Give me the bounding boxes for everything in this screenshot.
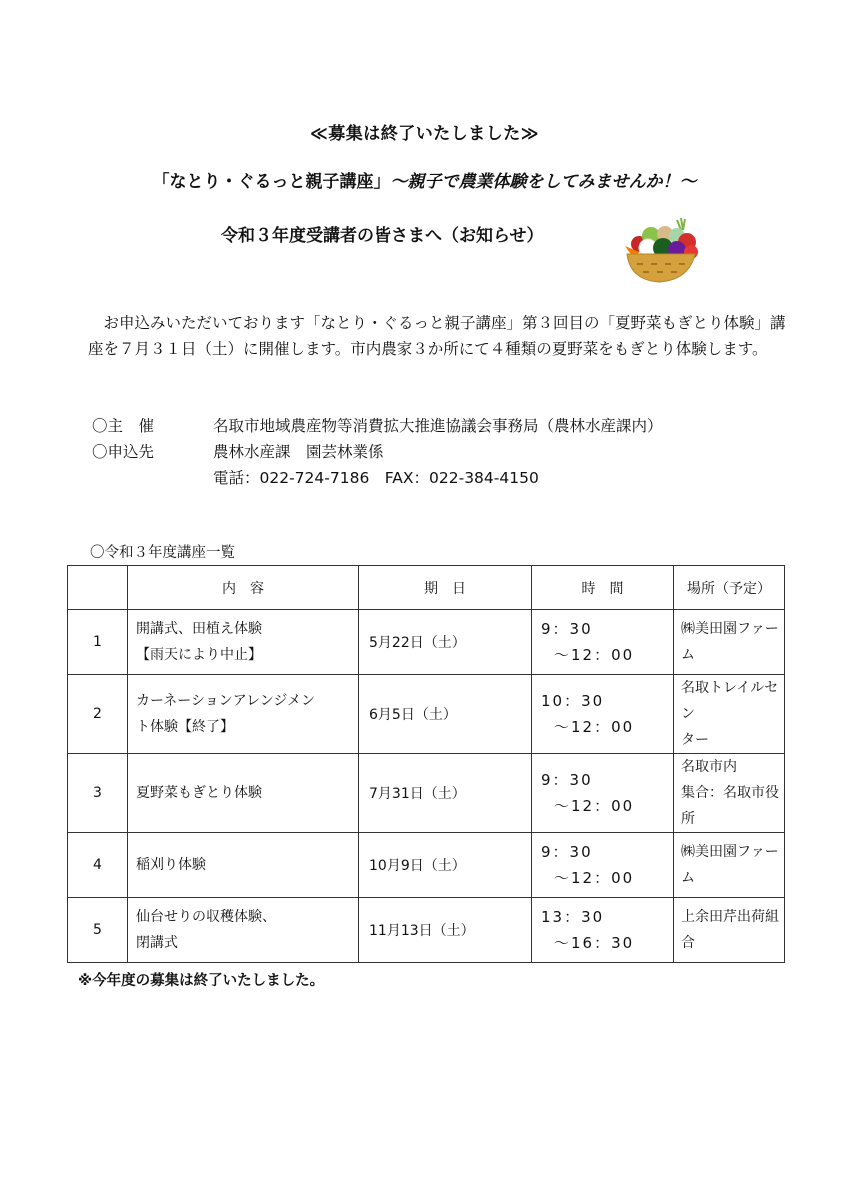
table-row — [68, 610, 785, 675]
row-place: 名取市内 集合：名取市役所 — [674, 754, 785, 833]
contact-row — [92, 439, 663, 465]
row-date: 7月31日（土） — [359, 754, 532, 833]
row-time: 9：30 ～12：00 — [532, 833, 674, 898]
row-date: 6月5日（土） — [359, 675, 532, 754]
title-main: 「なとり・ぐるっと親子講座」 — [152, 172, 391, 192]
row-time: 9：30 ～12：00 — [532, 754, 674, 833]
row-place: ㈱美田園ファーム — [674, 833, 785, 898]
row-content: 仙台せりの収穫体験、 閉講式 — [128, 898, 359, 963]
row-place: ㈱美田園ファーム — [674, 610, 785, 675]
table-caption: 〇令和３年度講座一覧 — [90, 545, 235, 561]
table-row — [68, 898, 785, 963]
row-number: 5 — [68, 898, 128, 963]
header-no — [68, 566, 128, 610]
row-time: 10：30 ～12：00 — [532, 675, 674, 754]
contact-info — [92, 413, 663, 491]
page-title — [0, 167, 849, 192]
row-number: 4 — [68, 833, 128, 898]
row-date: 10月9日（土） — [359, 833, 532, 898]
table-row — [68, 754, 785, 833]
contact-value: 農林水産課 園芸林業係 — [213, 443, 384, 461]
row-place: 名取トレイルセン ター — [674, 675, 785, 754]
vegetable-basket-illustration — [615, 212, 705, 287]
table-header-row — [68, 566, 785, 610]
header-place: 場所（予定） — [674, 566, 785, 610]
table-row — [68, 833, 785, 898]
table-row — [68, 675, 785, 754]
row-date: 11月13日（土） — [359, 898, 532, 963]
organizer-row — [92, 413, 663, 439]
row-date: 5月22日（土） — [359, 610, 532, 675]
organizer-label: 〇主 催 — [92, 417, 155, 435]
intro-paragraph: お申込みいただいております「なとり・ぐるっと親子講座」第３回目の「夏野菜もぎとり体験」講座を７月３１日（土）に開催します。市内農家３か所にて４種類の夏野菜をもぎとり体験します。 — [88, 314, 786, 358]
contact-label: 〇申込先 — [92, 443, 155, 461]
organizer-value: 名取市地域農産物等消費拡大推進協議会事務局（農林水産課内） — [213, 417, 663, 435]
row-number: 1 — [68, 610, 128, 675]
page-subtitle: 令和３年度受講者の皆さまへ（お知らせ） — [221, 226, 544, 246]
row-content: 夏野菜もぎとり体験 — [128, 754, 359, 833]
footer-note: ※今年度の募集は終了いたしました。 — [78, 973, 325, 989]
row-content: 開講式、田植え体験 【雨天により中止】 — [128, 610, 359, 675]
header-time: 時 間 — [532, 566, 674, 610]
row-content: 稲刈り体験 — [128, 833, 359, 898]
row-content: カーネーションアレンジメン ト体験【終了】 — [128, 675, 359, 754]
row-place: 上余田芹出荷組合 — [674, 898, 785, 963]
title-tagline: ～親子で農業体験をしてみませんか！～ — [390, 172, 697, 192]
row-number: 2 — [68, 675, 128, 754]
phone-fax: 電話：022-724-7186 FAX：022-384-4150 — [213, 469, 539, 487]
recruitment-closed-notice: ≪募集は終了いたしました≫ — [309, 124, 540, 144]
row-time: 13：30 ～16：30 — [532, 898, 674, 963]
course-schedule-table — [67, 565, 785, 963]
header-date: 期 日 — [359, 566, 532, 610]
header-content: 内 容 — [128, 566, 359, 610]
row-time: 9：30 ～12：00 — [532, 610, 674, 675]
row-number: 3 — [68, 754, 128, 833]
phone-row — [92, 465, 663, 491]
